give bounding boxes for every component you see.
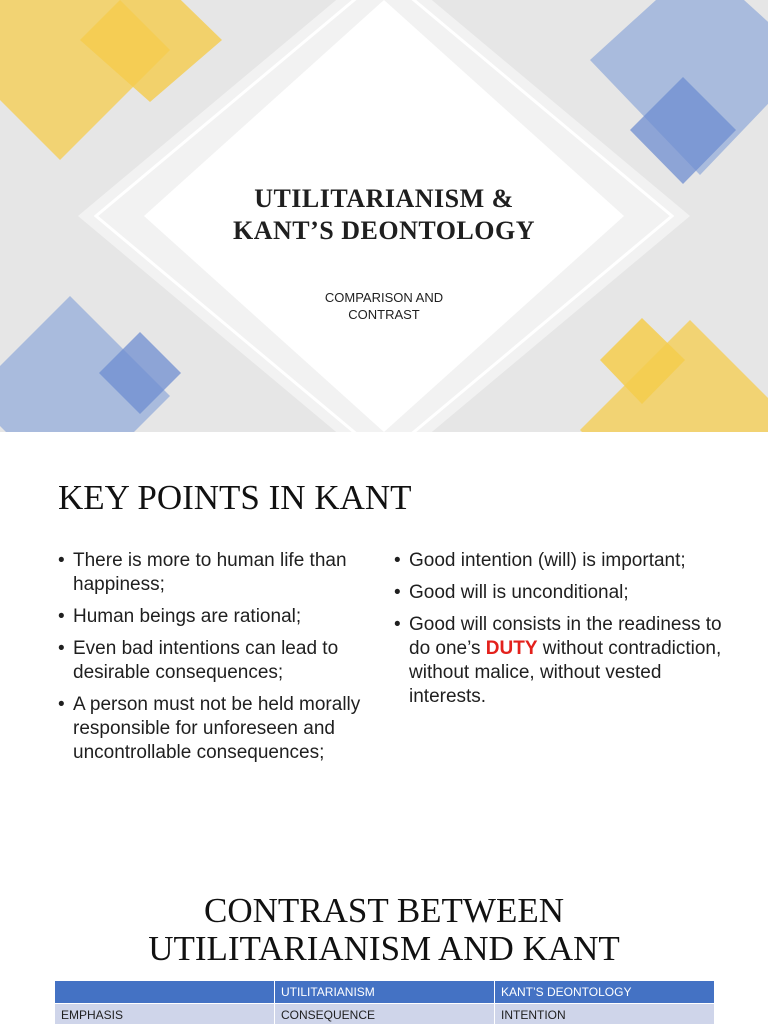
list-item xyxy=(394,549,724,573)
title-line: UTILITARIANISM & xyxy=(254,184,514,213)
bullet-icon: • xyxy=(394,582,401,603)
duty-highlight: DUTY xyxy=(485,638,538,659)
heading-line: CONTRAST BETWEEN xyxy=(203,891,565,930)
right-bullet-list xyxy=(394,549,724,717)
bullet-icon: • xyxy=(58,638,65,659)
contrast-slide xyxy=(0,864,768,1024)
bullet-text: Human beings are rational; xyxy=(73,606,302,627)
heading-line: UTILITARIANISM AND KANT xyxy=(148,929,620,968)
bullet-text: A person must not be held morally responsible for unforeseen and uncontrollable consequences; xyxy=(73,694,361,763)
table-header-cell xyxy=(55,981,275,1004)
bullet-text: Even bad intentions can lead to desirable consequences; xyxy=(73,638,339,683)
bullet-icon: • xyxy=(394,550,401,571)
yellow-square-bottom-right xyxy=(580,320,768,432)
bullet-text: without contradiction, without malice, without vested interests. xyxy=(409,638,722,707)
table-header-cell: UTILITARIANISM xyxy=(275,981,495,1004)
table-header-row xyxy=(55,981,715,1004)
list-item xyxy=(58,605,383,629)
title-slide-heading xyxy=(184,183,584,247)
left-bullet-list xyxy=(58,549,383,773)
list-item xyxy=(394,613,724,709)
subtitle-line: COMPARISON AND xyxy=(324,290,444,305)
title-slide-subtitle xyxy=(284,289,484,323)
bullet-text: Good will is unconditional; xyxy=(409,582,629,603)
table-cell: INTENTION xyxy=(495,1004,715,1024)
slide-heading: KEY POINTS IN KANT xyxy=(58,478,412,517)
table-header-cell: KANT’S DEONTOLOGY xyxy=(495,981,715,1004)
bullet-text: Good will consists in the readiness to do one’s xyxy=(409,614,722,659)
bullet-icon: • xyxy=(58,550,65,571)
list-item xyxy=(394,581,724,605)
subtitle-line: CONTRAST xyxy=(348,307,420,322)
list-item xyxy=(58,693,383,765)
bullet-text: Good intention (will) is important; xyxy=(409,550,686,571)
contrast-table xyxy=(54,980,715,1024)
bullet-text: There is more to human life than happiness; xyxy=(73,550,347,595)
table-row xyxy=(55,1004,715,1024)
bullet-icon: • xyxy=(58,694,65,715)
bullet-icon: • xyxy=(58,606,65,627)
slide-heading xyxy=(84,892,684,968)
title-line: KANT’S DEONTOLOGY xyxy=(232,216,535,245)
key-points-slide xyxy=(0,432,768,864)
table-cell: EMPHASIS xyxy=(55,1004,275,1024)
title-slide xyxy=(0,0,768,432)
list-item xyxy=(58,549,383,597)
list-item xyxy=(58,637,383,685)
bullet-icon: • xyxy=(394,614,401,635)
table-cell: CONSEQUENCE xyxy=(275,1004,495,1024)
